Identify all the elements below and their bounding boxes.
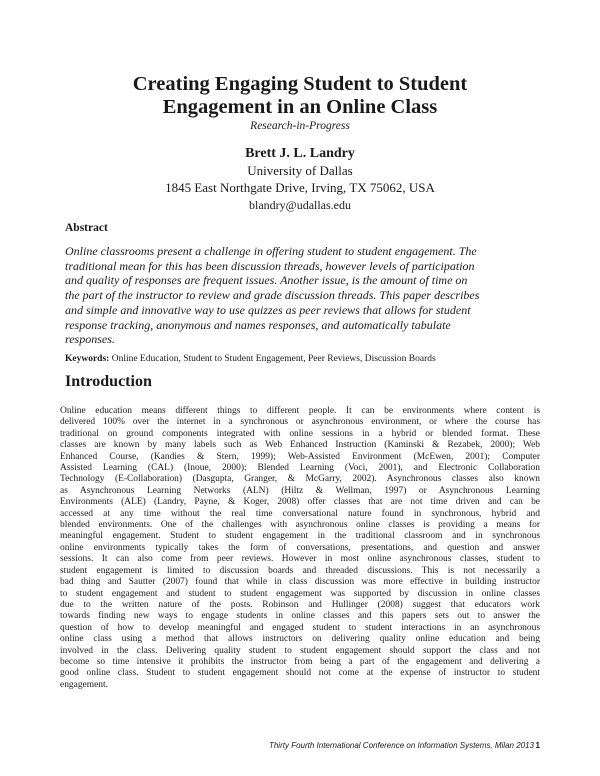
abstract-text: [65, 244, 540, 347]
text-line: the part of the instructor to review and grade discussion threads. This paper describes: [65, 288, 480, 303]
text-line: online environments typically takes the form of conversations, presentations, and question and answer: [60, 542, 540, 553]
text-line: and simple and innovative way to use quizzes as peer reviews that allows for student: [65, 302, 471, 317]
author-email: blandry@udallas.edu: [248, 198, 352, 212]
text-line: classes are known by many labels such as Web Enhanced Instruction (Kaminski & Rezabek, 2000); Web: [60, 440, 540, 451]
keywords-label: Keywords:: [65, 354, 110, 364]
introduction-heading: Introduction: [65, 373, 152, 390]
keywords-list: Online Education, Student to Student Engagement, Peer Reviews, Discussion Boards: [109, 354, 436, 364]
text-line: bad thing and Sautter (2007) found that while in class discussion was more effective in building instructor: [60, 577, 540, 588]
text-line: responses.: [65, 332, 115, 347]
text-line: and quality of responses are frequent issues. Another issue, is the amount of time on: [65, 273, 468, 288]
text-line: Environments (ALE) (Landry, Payne, & Koger, 2008) offer classes that are not time driven and can be: [60, 497, 540, 508]
paper-subtitle: Research-in-Progress: [250, 120, 350, 132]
text-line: response tracking, anonymous and names responses, and automatically tabulate: [65, 317, 451, 332]
text-line: Online education means different things to different people. It can be environments where content is: [60, 406, 540, 416]
text-line: question of how to develop meaningful and engaged student to student interactions in an asynchronous: [60, 622, 540, 633]
text-line: sessions. It can also come from peer reviews. However in most online asynchronous classes, student to: [60, 554, 540, 565]
paper-title-line-1: Creating Engaging Student to Student: [132, 73, 468, 95]
text-line: blended environments. One of the challenges with asynchronous online classes is providing a means for: [60, 520, 540, 531]
text-line: delivered 100% over the internet in a synchronous or asynchronous environment, or where the course has: [60, 417, 540, 428]
keywords: [65, 354, 436, 364]
author-affiliation: University of Dallas: [247, 163, 353, 178]
text-line: online class using a method that allows instructors on delivering quality online education and being: [60, 634, 540, 645]
text-line: Assisted Learning (CAL) (Inoue, 2000); Blended Learning (Voci, 2001), and Electronic Collaboration: [60, 463, 540, 474]
text-line: Technology (E-Collaboration) (Dasgupta, Granger, & McGarry, 2002). Asynchronous classes also known: [60, 474, 540, 485]
text-line: due to the written nature of the posts. Robinson and Hullinger (2008) suggest that educators work: [60, 599, 540, 610]
text-line: towards finding new ways to engage students in online classes and this papers sets out to answer the: [60, 611, 540, 622]
text-line: meaningful engagement. Student to student engagement in the traditional classroom and in synchronous: [60, 531, 540, 542]
text-line: Enhanced Course, (Kandies & Stern, 1999); Web-Assisted Environment (McEwen, 2001); Computer: [60, 451, 540, 462]
text-line: engagement.: [60, 679, 108, 690]
paper-title-line-2: Engagement in an Online Class: [162, 96, 438, 118]
text-line: involved in the class. Delivering quality student to student engagement should support the class and not: [60, 645, 540, 656]
author-address: 1845 East Northgate Drive, Irving, TX 75062, USA: [165, 180, 435, 195]
text-line: become so time intensive it prohibits the instructor from being a part of the engagement and delivering a: [60, 656, 540, 667]
author-name: Brett J. L. Landry: [245, 146, 355, 161]
text-line: to student engagement and student to student engagement was supported by discussion in online classes: [60, 588, 540, 599]
text-line: as Asynchronous Learning Networks (ALN) (Hiltz & Wellman, 1997) or Asynchronous Learning: [60, 485, 540, 496]
text-line: accessed at any time without the real time conversational nature found in synchronous, hybrid and: [60, 508, 540, 519]
introduction-body: [60, 406, 540, 691]
page-footer: Thirty Fourth International Conference on Information Systems, Milan 2013: [268, 741, 534, 750]
abstract-heading: Abstract: [65, 222, 108, 234]
page-number: 1: [535, 741, 540, 750]
text-line: Online classrooms present a challenge in offering student to student engagement. The: [65, 244, 477, 258]
text-line: student engagement is limited to discussion boards and threaded discussions. This is not necessarily a: [60, 565, 540, 576]
text-line: traditional mean for this has been discussion threads, however levels of participation: [65, 258, 475, 273]
text-line: good online class. Student to student engagement should not come at the expense of instructor to student: [60, 668, 540, 679]
text-line: traditional on ground components integrated with online sessions in a hybrid or blended format. These: [60, 428, 540, 439]
